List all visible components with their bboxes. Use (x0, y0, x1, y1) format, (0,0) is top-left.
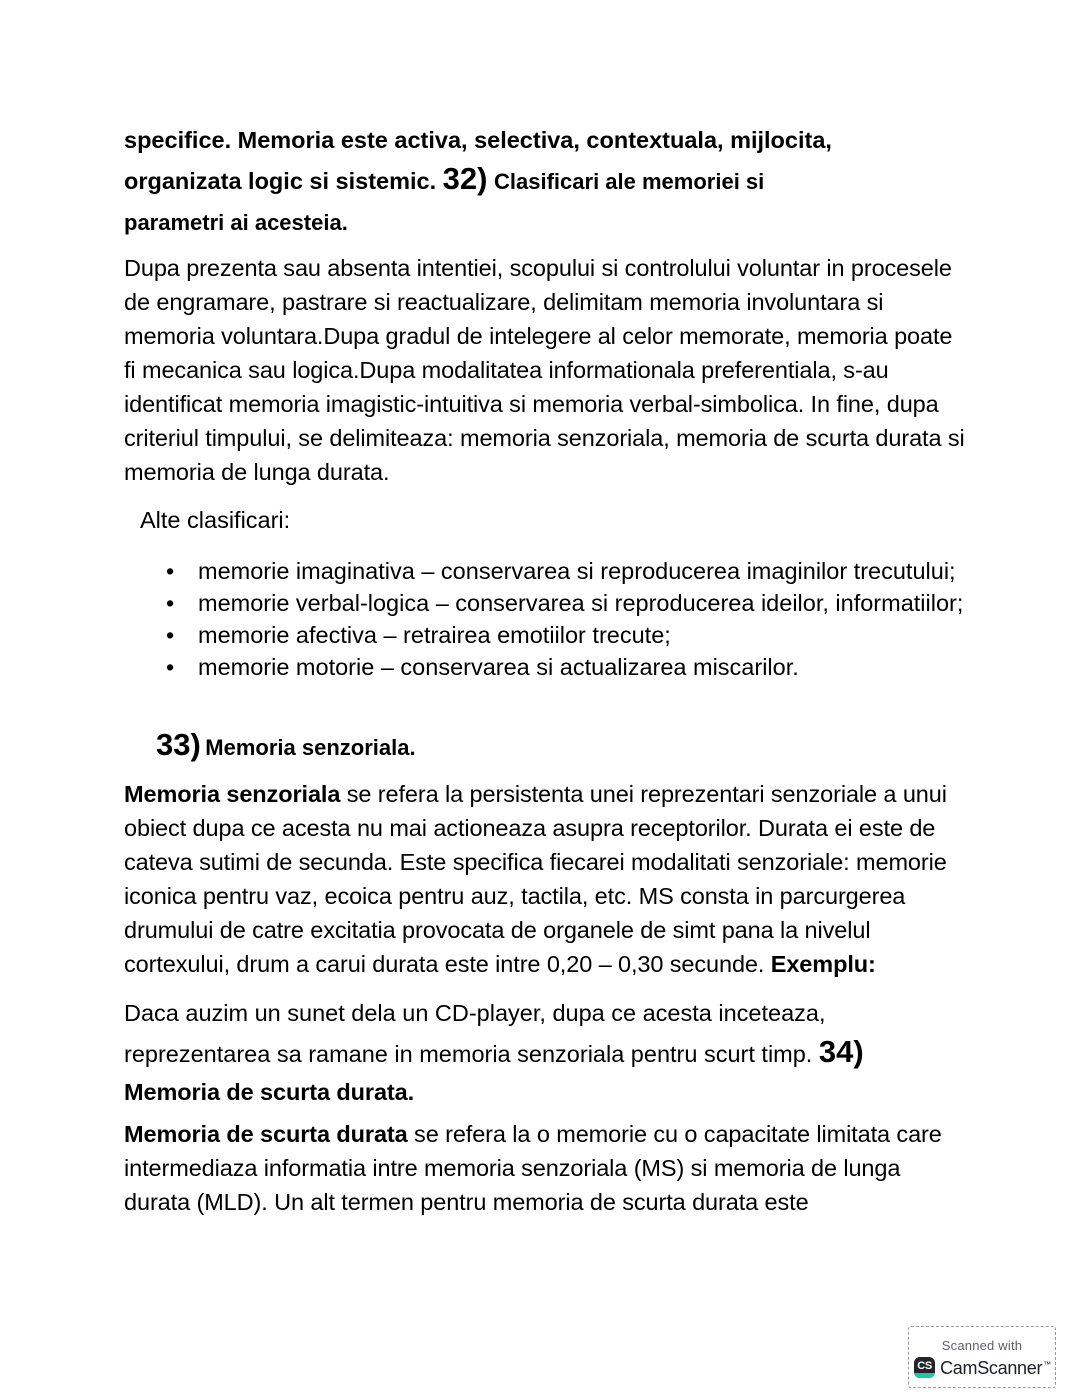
list-item (124, 587, 966, 619)
list-item-label: memorie afectiva – retrairea emotiilor trecute; (198, 622, 671, 648)
camscanner-logo-accent (914, 1373, 935, 1378)
example-label: Exemplu: (770, 951, 876, 977)
spacer (124, 243, 966, 251)
camscanner-watermark (908, 1326, 1056, 1388)
section-33-heading (156, 729, 966, 769)
trademark-symbol: ™ (1043, 1359, 1051, 1369)
list-item (124, 619, 966, 651)
bullet-marker-icon: • (166, 654, 175, 680)
watermark-brand-row (914, 1357, 1050, 1378)
example-text: Daca auzim un sunet dela un CD-player, dupa ce acesta inceteaza, reprezentarea sa ramane in memoria senzoriala pentru scurt timp. (124, 1000, 826, 1067)
list-item-label: memorie verbal-logica – conservarea si reproducerea ideilor, informatiilor; (198, 590, 964, 616)
section-number-34: 34) (818, 1034, 864, 1069)
section-34-title-line (124, 1075, 966, 1109)
paragraph-short-term-memory (124, 1117, 966, 1219)
opening-line-1: specifice. Memoria este activa, selectiva, contextuala, mijlocita, (124, 127, 832, 153)
spacer (124, 1109, 966, 1117)
lead-bold-sensory-memory: Memoria senzoriala (124, 781, 341, 807)
list-item-label: memorie imaginativa – conservarea si reproducerea imaginilor trecutului; (198, 558, 956, 584)
paragraph-classifications: Dupa prezenta sau absenta intentiei, scopului si controlului voluntar in procesele de engramare, pastrare si reactualizare, delimitam memoria involuntara si memoria voluntara.Dupa gradul de intelegere al celor memorate, memoria poate fi mecanica sau logica.Dupa modalitatea informationala preferentiala, s-au identificat memoria imagistic-intuitiva si memoria verbal-simbolica. In fine, dupa criteriul timpului, se delimiteaza: memoria senzoriala, memoria de scurta durata si memoria de lunga durata. (124, 255, 965, 485)
opening-line-2-prefix: organizata logic si sistemic. (124, 168, 437, 194)
spacer (124, 769, 966, 777)
section-32-heading-part-2: parametri ai acesteia. (124, 210, 348, 235)
opening-bold-block (124, 120, 966, 243)
paragraph-example-and-section-34 (124, 993, 966, 1075)
page-content (124, 120, 966, 1219)
camscanner-logo-text: CS (917, 1360, 932, 1372)
paragraph-short-term-memory-text: se refera la o memorie cu o capacitate limitata care intermediaza informatia intre memoria senzoriala (MS) si memoria de lunga durata (MLD). Un alt termen pentru memoria de scurta durata este (124, 1121, 942, 1215)
section-number-32: 32) (442, 161, 488, 196)
bullet-marker-icon: • (166, 622, 175, 648)
spacer (124, 489, 966, 503)
bullet-marker-icon: • (166, 558, 175, 584)
spacer (124, 537, 966, 555)
paragraph-sensory-memory-text: se refera la persistenta unei reprezentari senzoriale a unui obiect dupa ce acesta nu mai actioneaza asupra receptorilor. Durata ei este de cateva sutimi de secunda. Este specifica fiecarei modalitati senzoriale: memorie iconica pentru vaz, ecoica pentru auz, tactila, etc. MS consta in parcurgerea drumului de catre excitatia provocata de organele de simt pana la nivelul cortexului, drum a carui durata este intre 0,20 – 0,30 secunde. (124, 781, 947, 977)
watermark-brand-name (940, 1359, 1050, 1377)
watermark-scanned-with-label: Scanned with (941, 1338, 1023, 1353)
bullet-marker-icon: • (166, 590, 175, 616)
section-34-title: Memoria de scurta durata. (124, 1079, 415, 1105)
section-32-heading-part-1: Clasificari ale memoriei si (494, 169, 765, 194)
watermark-brand-label: CamScanner (940, 1357, 1043, 1378)
section-number-33: 33) (156, 727, 201, 762)
section-33-title: Memoria senzoriala. (205, 735, 416, 760)
spacer (124, 981, 966, 993)
paragraph-sensory-memory (124, 777, 966, 981)
lead-bold-short-term-memory: Memoria de scurta durata (124, 1121, 408, 1147)
list-item (124, 555, 966, 587)
camscanner-logo-icon (914, 1357, 935, 1378)
list-item (124, 651, 966, 683)
list-item-label: memorie motorie – conservarea si actualizarea miscarilor. (198, 654, 799, 680)
spacer (124, 683, 966, 729)
classification-bullet-list (124, 555, 966, 683)
subheading-other-classifications: Alte clasificari: (140, 507, 291, 533)
